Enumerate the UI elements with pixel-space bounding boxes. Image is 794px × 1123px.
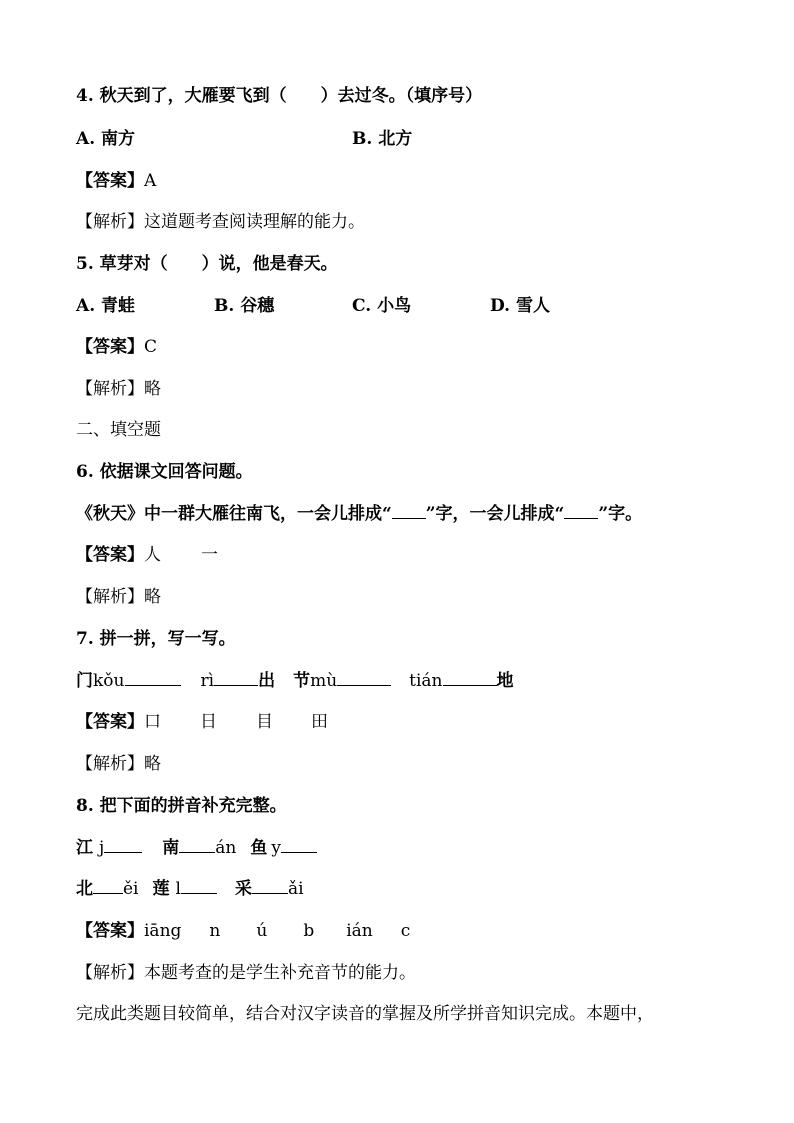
q5-option-d: D. 雪人	[490, 296, 550, 316]
q8-r1-char-a: 江	[76, 838, 93, 858]
q7-w3-pinyin: mù	[310, 671, 338, 691]
q7-blank-3	[337, 669, 391, 686]
q5-analysis: 略	[144, 379, 161, 399]
q8-r2-pinyin-a: ěi	[123, 879, 139, 899]
analysis-tag: 【解析】	[76, 754, 144, 774]
q8-r1-pinyin-b: án	[215, 838, 237, 858]
q4-analysis: 这道题考查阅读理解的能力。	[144, 212, 365, 232]
q5-option-a: A. 青蛙	[76, 296, 136, 316]
q6-text-part1: 《秋天》中一群大雁往南飞，一会儿排成“	[76, 504, 392, 524]
q7-answer-4: 田	[311, 712, 328, 732]
q6-answer-1: 人	[144, 545, 161, 565]
q8-answer-2: n	[209, 921, 221, 941]
answer-tag: 【答案】	[76, 545, 144, 565]
q8-analysis-row	[76, 961, 416, 985]
q6-text-part2: ”字，一会儿排成“	[425, 504, 565, 524]
q8-r2-char-c: 采	[234, 879, 252, 899]
q7-w4-pinyin: tián	[409, 671, 443, 691]
q8-answer-5: ián	[346, 921, 373, 941]
q8-r1-char-c: 鱼	[250, 838, 268, 858]
q7-blank-1	[125, 669, 181, 686]
q7-words	[76, 669, 514, 693]
q7-w2-pinyin: rì	[200, 671, 215, 691]
q7-w3-prefix: 节	[293, 671, 311, 691]
q8-stem: 8. 把下面的拼音补充完整。	[76, 796, 287, 816]
q8-analysis-extra: 完成此类题目较简单，结合对汉字读音的掌握及所学拼音知识完成。本题中，	[76, 1004, 654, 1024]
answer-tag: 【答案】	[76, 921, 144, 941]
q7-analysis: 略	[144, 754, 161, 774]
q4-option-b: B. 北方	[352, 129, 413, 149]
answer-tag: 【答案】	[76, 712, 144, 732]
q6-analysis-row	[76, 585, 161, 609]
analysis-tag: 【解析】	[76, 212, 144, 232]
q8-r2-char-b: 莲	[152, 879, 170, 899]
q8-r2-pinyin-c: ǎi	[287, 879, 304, 899]
q5-answer: C	[144, 337, 158, 357]
q4-option-a: A. 南方	[76, 129, 136, 149]
q8-analysis: 本题考查的是学生补充音节的能力。	[144, 963, 416, 983]
q6-text	[76, 502, 642, 526]
q5-answer-row	[76, 335, 157, 359]
section-title: 二、填空题	[76, 420, 161, 440]
q7-w2-suffix: 出	[258, 671, 276, 691]
q6-text-part3: ”字。	[598, 504, 643, 524]
q6-answer-2: 一	[201, 545, 218, 565]
q8-r2-pinyin-b: l	[175, 879, 181, 899]
q7-answer-3: 目	[256, 712, 273, 732]
q8-blank	[179, 836, 215, 853]
q6-blank-1	[392, 502, 426, 519]
q7-analysis-row	[76, 752, 161, 776]
q7-w4-suffix: 地	[496, 671, 514, 691]
answer-tag: 【答案】	[76, 171, 144, 191]
q8-blank	[281, 836, 317, 853]
q8-blank	[104, 836, 142, 853]
q5-analysis-row	[76, 377, 161, 401]
q4-answer-row	[76, 169, 156, 193]
q8-blank	[93, 877, 123, 894]
q6-blank-2	[564, 502, 598, 519]
q4-answer: A	[144, 171, 157, 191]
q7-w1-prefix: 门	[76, 671, 93, 691]
q8-row-2	[76, 877, 304, 901]
q8-r1-pinyin-c: y	[271, 838, 281, 858]
q7-blank-2	[214, 669, 258, 686]
q6-answer-row	[76, 543, 218, 567]
q7-stem: 7. 拼一拼，写一写。	[76, 629, 236, 649]
q7-blank-4	[443, 669, 497, 686]
q7-answer-2: 日	[200, 712, 217, 732]
answer-tag: 【答案】	[76, 337, 144, 357]
q4-analysis-row	[76, 210, 365, 234]
q5-stem: 5. 草芽对（ ）说，他是春天。	[76, 254, 338, 274]
q8-answer-6: c	[400, 921, 411, 941]
q8-r2-char-a: 北	[76, 879, 93, 899]
analysis-tag: 【解析】	[76, 963, 144, 983]
q6-analysis: 略	[144, 587, 161, 607]
q6-stem: 6. 依据课文回答问题。	[76, 462, 253, 482]
q8-r1-pinyin-a: j	[99, 838, 105, 858]
q8-blank	[181, 877, 217, 894]
q8-answer-row	[76, 919, 410, 943]
analysis-tag: 【解析】	[76, 379, 144, 399]
q7-answer-1: 口	[144, 712, 161, 732]
q7-w1-pinyin: kǒu	[93, 671, 125, 691]
q7-answer-row	[76, 710, 328, 734]
q8-answer-1: iāng	[144, 921, 182, 941]
q8-answer-4: b	[303, 921, 315, 941]
q8-answer-3: ú	[256, 921, 268, 941]
q8-blank	[252, 877, 288, 894]
q5-option-c: C. 小鸟	[352, 296, 412, 316]
q8-r1-char-b: 南	[162, 838, 180, 858]
q8-row-1	[76, 836, 317, 860]
q5-option-b: B. 谷穗	[214, 296, 275, 316]
q4-stem: 4. 秋天到了，大雁要飞到（ ）去过冬。（填序号）	[76, 86, 483, 106]
analysis-tag: 【解析】	[76, 587, 144, 607]
